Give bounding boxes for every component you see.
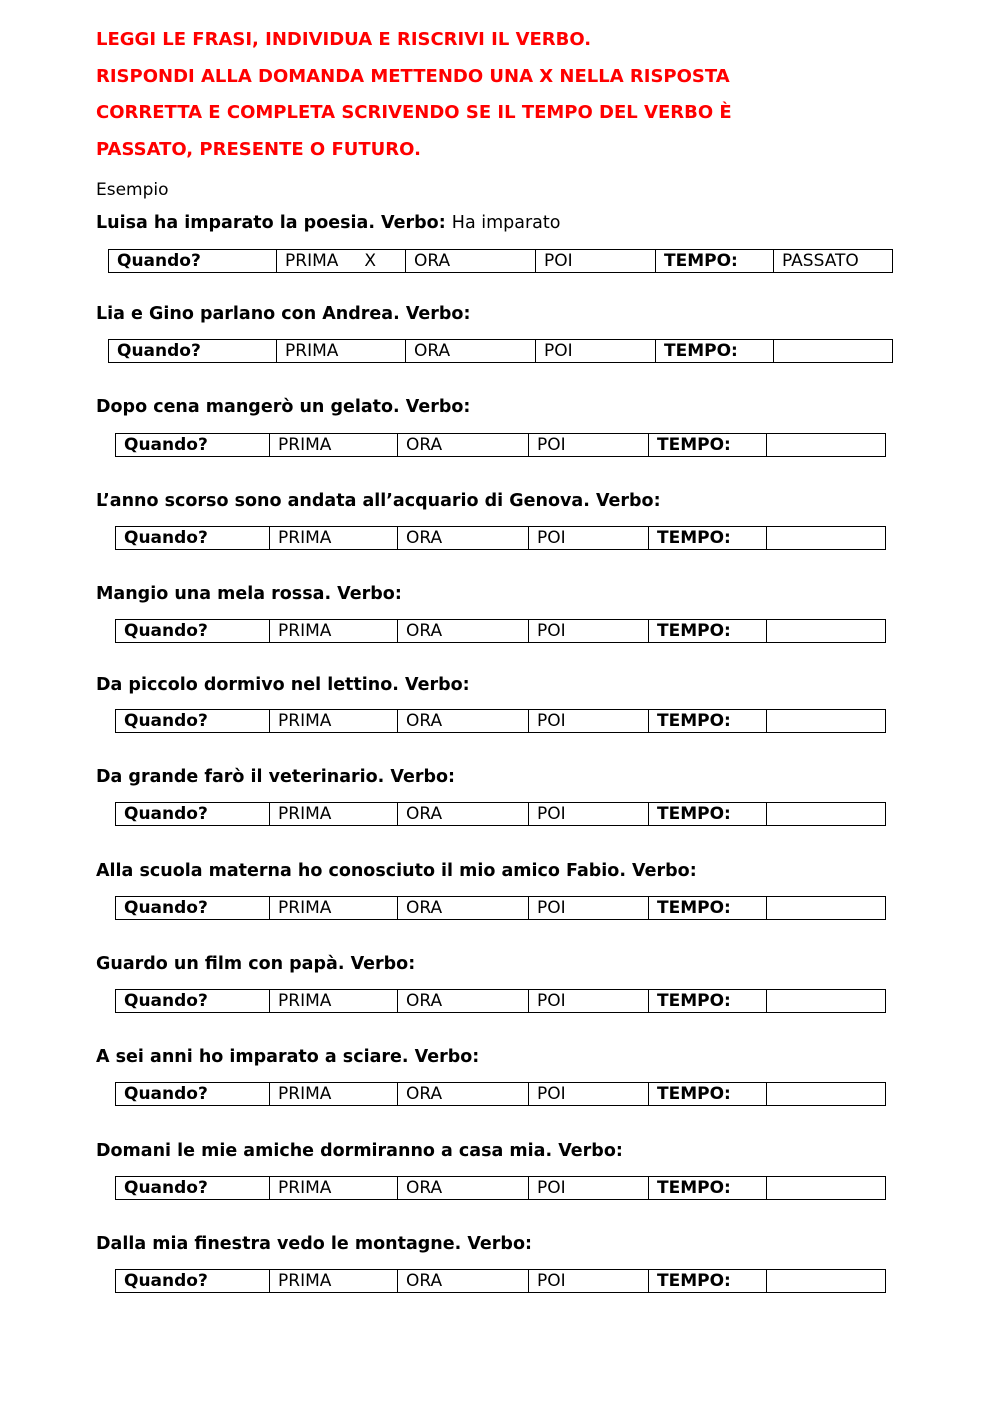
tempo-answer-cell[interactable] [767,434,886,457]
exercise-sentence: Dopo cena mangerò un gelato. Verbo: [96,397,471,417]
poi-cell[interactable]: POI [529,897,649,920]
tempo-answer-cell[interactable] [767,803,886,826]
prima-cell[interactable]: PRIMA [270,620,398,643]
tempo-answer-cell[interactable] [767,1270,886,1293]
quando-cell: Quando? [116,527,270,550]
instruction-line: RISPONDI ALLA DOMANDA METTENDO UNA X NELLA RISPOSTA [96,65,730,87]
quando-cell: Quando? [116,620,270,643]
exercise-table [115,619,886,643]
prima-cell[interactable]: PRIMA [270,897,398,920]
ora-cell[interactable]: ORA [398,1177,529,1200]
tempo-label-cell: TEMPO: [656,250,774,273]
quando-cell: Quando? [116,710,270,733]
ora-cell[interactable]: ORA [398,620,529,643]
tempo-answer-cell[interactable] [767,990,886,1013]
exercise-table [115,1082,886,1106]
tempo-label-cell: TEMPO: [649,1177,767,1200]
tempo-answer-cell[interactable]: PASSATO [774,250,893,273]
poi-cell[interactable]: POI [529,620,649,643]
x-mark: X [364,251,377,271]
poi-cell[interactable]: POI [529,527,649,550]
tempo-label-cell: TEMPO: [649,1270,767,1293]
tempo-answer-cell[interactable] [767,1177,886,1200]
quando-cell: Quando? [116,990,270,1013]
example-table [108,249,893,273]
prima-cell[interactable]: PRIMA [270,527,398,550]
prima-cell[interactable]: PRIMA [277,340,406,363]
poi-cell[interactable]: POI [529,1177,649,1200]
tempo-answer-cell[interactable] [767,527,886,550]
poi-cell[interactable]: POI [536,340,656,363]
tempo-label-cell: TEMPO: [649,620,767,643]
exercise-sentence: Da piccolo dormivo nel lettino. Verbo: [96,675,470,695]
quando-cell: Quando? [116,434,270,457]
ora-cell[interactable]: ORA [398,1270,529,1293]
ora-cell[interactable]: ORA [398,434,529,457]
tempo-answer-cell[interactable] [767,710,886,733]
tempo-label-cell: TEMPO: [649,990,767,1013]
poi-cell[interactable]: POI [529,803,649,826]
exercise-table [108,339,893,363]
exercise-sentence: Lia e Gino parlano con Andrea. Verbo: [96,304,471,324]
example-sentence-text: Luisa ha imparato la poesia. Verbo: [96,213,446,233]
ora-cell[interactable]: ORA [398,803,529,826]
instruction-line: LEGGI LE FRASI, INDIVIDUA E RISCRIVI IL VERBO. [96,29,592,50]
ora-cell[interactable]: ORA [398,527,529,550]
prima-cell[interactable]: PRIMA [270,990,398,1013]
exercise-sentence: Mangio una mela rossa. Verbo: [96,584,402,604]
example-label: Esempio [96,180,169,200]
poi-cell[interactable]: POI [529,1083,649,1106]
prima-cell[interactable]: PRIMA [270,803,398,826]
instruction-line: CORRETTA E COMPLETA SCRIVENDO SE IL TEMPO DEL VERBO È [96,102,732,123]
exercise-sentence: Domani le mie amiche dormiranno a casa mia. Verbo: [96,1141,623,1161]
exercise-sentence: Alla scuola materna ho conosciuto il mio amico Fabio. Verbo: [96,861,697,881]
quando-cell: Quando? [116,1177,270,1200]
exercise-table [115,709,886,733]
quando-cell: Quando? [116,1083,270,1106]
ora-cell[interactable]: ORA [406,340,536,363]
exercise-table [115,433,886,457]
tempo-label-cell: TEMPO: [649,897,767,920]
ora-cell[interactable]: ORA [398,710,529,733]
tempo-label-cell: TEMPO: [649,1083,767,1106]
instructions [96,22,956,168]
exercise-table [115,1269,886,1293]
quando-cell: Quando? [116,897,270,920]
quando-cell: Quando? [116,803,270,826]
poi-cell[interactable]: POI [529,1270,649,1293]
tempo-label-cell: TEMPO: [649,710,767,733]
prima-cell[interactable]: PRIMA [270,434,398,457]
exercise-table [115,802,886,826]
quando-cell: Quando? [109,250,277,273]
quando-cell: Quando? [116,1270,270,1293]
tempo-label-cell: TEMPO: [649,527,767,550]
example-verb-answer: Ha imparato [451,213,561,233]
prima-cell[interactable] [277,250,406,273]
exercise-sentence: Dalla mia finestra vedo le montagne. Verbo: [96,1234,532,1254]
exercise-sentence: Guardo un film con papà. Verbo: [96,954,416,974]
prima-cell[interactable]: PRIMA [270,710,398,733]
prima-cell[interactable]: PRIMA [270,1177,398,1200]
poi-cell[interactable]: POI [529,710,649,733]
tempo-answer-cell[interactable] [774,340,893,363]
ora-cell[interactable]: ORA [398,897,529,920]
prima-cell[interactable]: PRIMA [270,1083,398,1106]
ora-cell[interactable]: ORA [398,1083,529,1106]
exercise-sentence: Da grande farò il veterinario. Verbo: [96,767,456,787]
tempo-label-cell: TEMPO: [649,434,767,457]
instruction-line: PASSATO, PRESENTE O FUTURO. [96,138,421,160]
tempo-answer-cell[interactable] [767,1083,886,1106]
poi-cell[interactable]: POI [536,250,656,273]
exercise-table [115,526,886,550]
ora-cell[interactable]: ORA [398,990,529,1013]
example-sentence [96,213,560,233]
tempo-label-cell: TEMPO: [656,340,774,363]
poi-cell[interactable]: POI [529,990,649,1013]
tempo-label-cell: TEMPO: [649,803,767,826]
exercise-table [115,1176,886,1200]
poi-cell[interactable]: POI [529,434,649,457]
tempo-answer-cell[interactable] [767,897,886,920]
quando-cell: Quando? [109,340,277,363]
exercise-sentence: A sei anni ho imparato a sciare. Verbo: [96,1047,480,1067]
exercise-sentence: L’anno scorso sono andata all’acquario di Genova. Verbo: [96,491,661,511]
prima-label: PRIMA [285,251,339,271]
prima-cell[interactable]: PRIMA [270,1270,398,1293]
exercise-table [115,989,886,1013]
ora-cell[interactable]: ORA [406,250,536,273]
exercise-table [115,896,886,920]
tempo-answer-cell[interactable] [767,620,886,643]
